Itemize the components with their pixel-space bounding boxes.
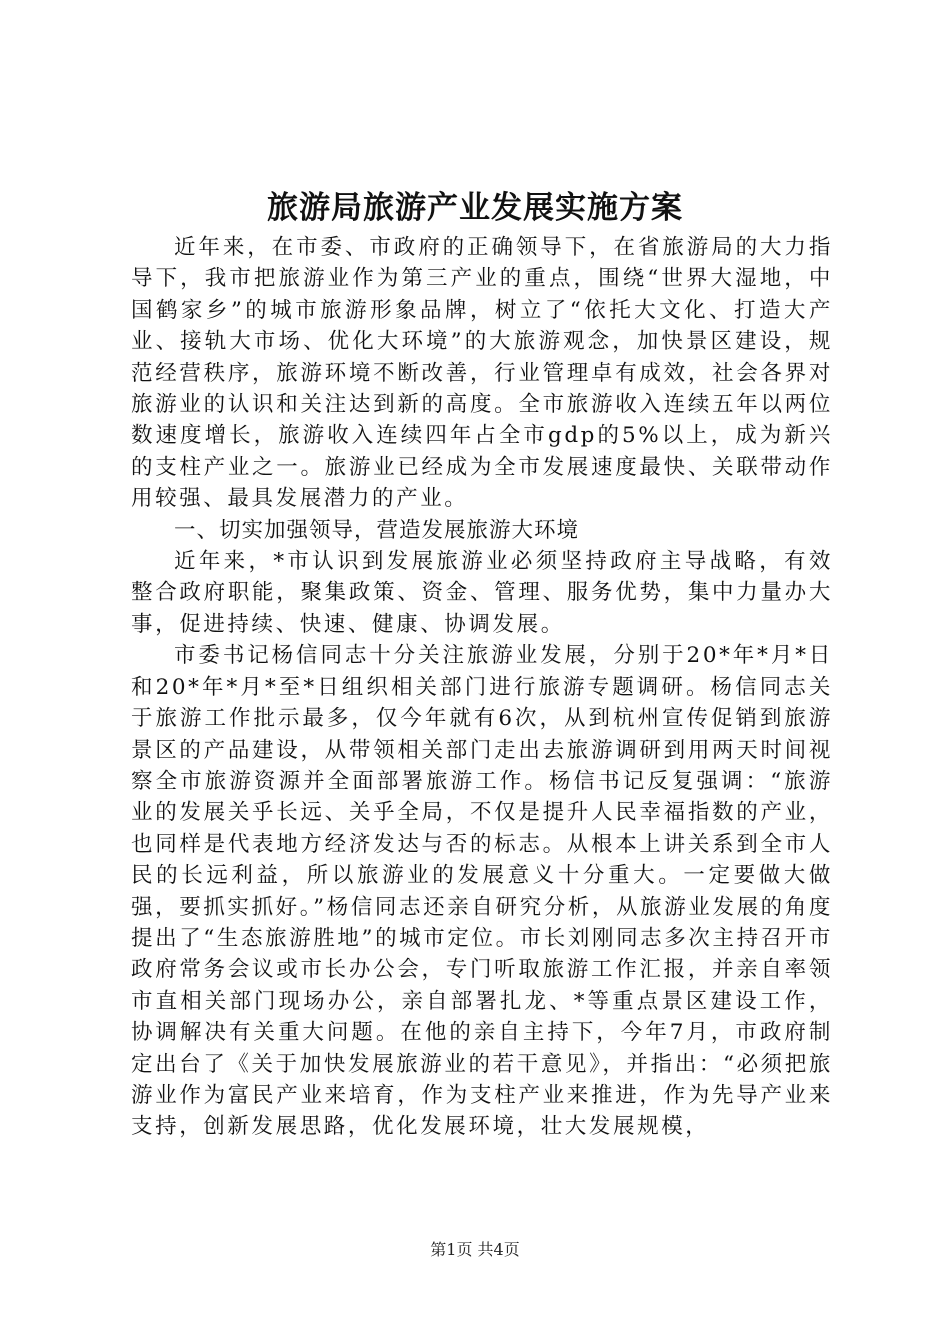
document-title: 旅游局旅游产业发展实施方案 xyxy=(267,190,683,226)
section-heading-1: 一、切实加强领导，营造发展旅游大环境 xyxy=(174,517,580,543)
document-body xyxy=(131,232,833,1143)
paragraph-leadership: 市委书记杨信同志十分关注旅游业发展，分别于20*年*月*日和20*年*月*至*日组织相关部门进行旅游专题调研。杨信同志关于旅游工作批示最多，仅今年就有6次，从到杭州宣传促销到旅游景区的产品建设，从带领相关部门走出去旅游调研到用两天时间视察全市旅游资源并全面部署旅游工作。杨信书记反复强调：“旅游业的发展关乎长远、关乎全局，不仅是提升人民幸福指数的产业，也同样是代表地方经济发达与否的标志。从根本上讲关系到全市人民的长远利益，所以旅游业的发展意义十分重大。一定要做大做强，要抓实抓好。”杨信同志还亲自研究分析，从旅游业发展的角度提出了“生态旅游胜地”的城市定位。市长刘刚同志多次主持召开市政府常务会议或市长办公会，专门听取旅游工作汇报，并亲自率领市直相关部门现场办公，亲自部署扎龙、*等重点景区建设工作，协调解决有关重大问题。在他的亲自主持下，今年7月，市政府制定出台了《关于加快发展旅游业的若干意见》，并指出：“必须把旅游业作为富民产业来培育，作为支柱产业来推进，作为先导产业来支持，创新发展思路，优化发展环境，壮大发展规模， xyxy=(131,643,833,1140)
page-number-footer: 第1页 共4页 xyxy=(430,1240,520,1259)
paragraph-strategy: 近年来，*市认识到发展旅游业必须坚持政府主导战略，有效整合政府职能，聚集政策、资金、管理、服务优势，集中力量办大事，促进持续、快速、健康、协调发展。 xyxy=(131,549,833,637)
paragraph-intro: 近年来，在市委、市政府的正确领导下，在省旅游局的大力指导下，我市把旅游业作为第三产业的重点，围绕“世界大湿地，中国鹤家乡”的城市旅游形象品牌，树立了“依托大文化、打造大产业、接轨大市场、优化大环境”的大旅游观念，加快景区建设，规范经营秩序，旅游环境不断改善，行业管理卓有成效，社会各界对旅游业的认识和关注达到新的高度。全市旅游收入连续五年以两位数速度增长，旅游收入连续四年占全市gdp的5%以上，成为新兴的支柱产业之一。旅游业已经成为全市发展速度最快、关联带动作用较强、最具发展潜力的产业。 xyxy=(131,235,833,512)
